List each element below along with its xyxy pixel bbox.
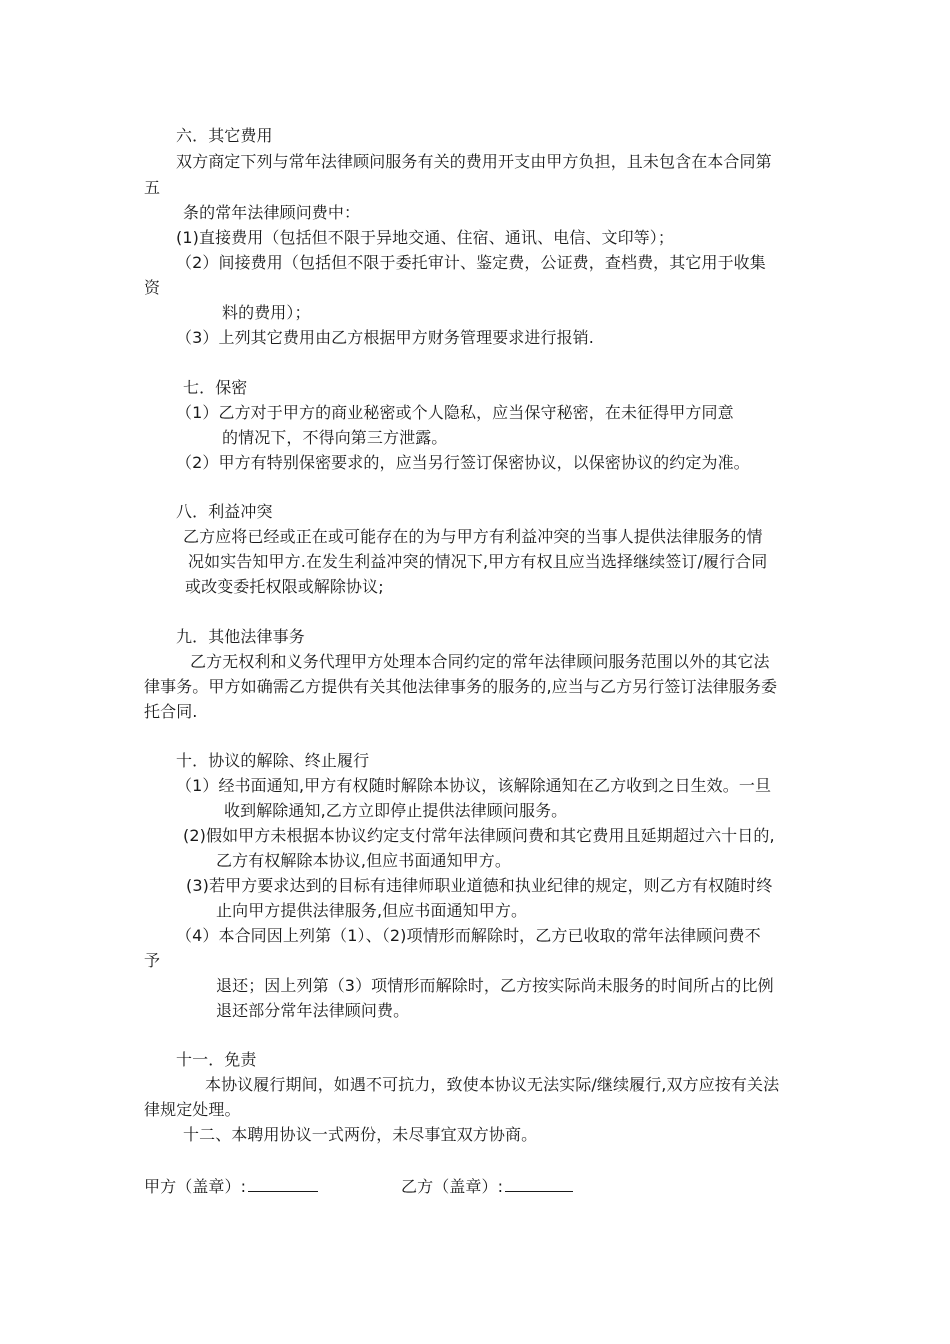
party-a-signature-line [248, 1175, 318, 1192]
section-10-item-4-line-4: 退还部分常年法律顾问费。 [216, 1001, 410, 1020]
party-b-signature [401, 1175, 573, 1197]
section-10-item-4-line-2: 予 [144, 951, 161, 970]
section-7-item-2: （2）甲方有特别保密要求的，应当另行签订保密协议，以保密协议的约定为准。 [176, 453, 750, 472]
section-6-intro-line-2: 五 [144, 178, 161, 197]
section-6-intro-line-3: 条的常年法律顾问费中： [183, 203, 361, 222]
section-12-text: 十二、本聘用协议一式两份，未尽事宜双方协商。 [183, 1125, 538, 1144]
section-10-item-3-line-1: (3)若甲方要求达到的目标有违律师职业道德和执业纪律的规定，则乙方有权随时终 [186, 876, 773, 895]
section-6-item-3: （3）上列其它费用由乙方根据甲方财务管理要求进行报销. [176, 328, 594, 347]
section-8-line-2: 况如实告知甲方.在发生利益冲突的情况下,甲方有权且应当选择继续签订/履行合同 [188, 552, 768, 571]
section-10-item-2-line-1: (2)假如甲方未根据本协议约定支付常年法律顾问费和其它费用且延期超过六十日的, [183, 826, 775, 845]
section-11-heading: 十一．免责 [176, 1050, 257, 1069]
section-6-item-1: (1)直接费用（包括但不限于异地交通、住宿、通讯、电信、文印等）； [176, 228, 674, 247]
section-6-item-2-line-3: 料的费用）； [222, 303, 311, 322]
section-6-heading: 六．其它费用 [176, 126, 273, 145]
section-8-heading: 八．利益冲突 [176, 502, 273, 521]
section-9-line-2: 律事务。甲方如确需乙方提供有关其他法律事务的服务的,应当与乙方另行签订法律服务委 [144, 677, 778, 696]
section-6-intro-line-1: 双方商定下列与常年法律顾问服务有关的费用开支由甲方负担，且未包含在本合同第 [176, 152, 772, 171]
section-6-item-2-line-1: （2）间接费用（包括但不限于委托审计、鉴定费，公证费，查档费，其它用于收集 [176, 253, 766, 272]
section-10-item-2-line-2: 乙方有权解除本协议,但应书面通知甲方。 [216, 851, 511, 870]
section-10-item-1-line-2: 收到解除通知,乙方立即停止提供法律顾问服务。 [224, 801, 568, 820]
section-8-line-3: 或改变委托权限或解除协议; [185, 577, 384, 596]
section-7-item-1-line-2: 的情况下，不得向第三方泄露。 [222, 428, 448, 447]
section-9-line-1: 乙方无权利和义务代理甲方处理本合同约定的常年法律顾问服务范围以外的其它法 [190, 652, 770, 671]
section-7-heading: 七．保密 [183, 378, 248, 397]
section-9-line-3: 托合同. [144, 702, 198, 721]
party-b-label: 乙方（盖章）: [401, 1177, 504, 1196]
section-7-item-1-line-1: （1）乙方对于甲方的商业秘密或个人隐私，应当保守秘密，在未征得甲方同意 [176, 403, 734, 422]
section-10-item-4-line-1: （4）本合同因上列第（1）、（2)项情形而解除时，乙方已收取的常年法律顾问费不 [176, 926, 761, 945]
section-10-item-3-line-2: 止向甲方提供法律服务,但应书面通知甲方。 [216, 901, 528, 920]
section-6-item-2-line-2: 资 [144, 278, 161, 297]
party-b-signature-line [505, 1175, 573, 1192]
section-11-line-1: 本协议履行期间，如遇不可抗力，致使本协议无法实际/继续履行,双方应按有关法 [205, 1075, 780, 1094]
section-10-item-4-line-3: 退还；因上列第（3）项情形而解除时，乙方按实际尚未服务的时间所占的比例 [216, 976, 774, 995]
section-8-line-1: 乙方应将已经或正在或可能存在的为与甲方有利益冲突的当事人提供法律服务的情 [183, 527, 763, 546]
party-a-label: 甲方（盖章）: [144, 1177, 247, 1196]
section-11-line-2: 律规定处理。 [144, 1100, 241, 1119]
section-9-heading: 九．其他法律事务 [176, 627, 305, 646]
section-10-heading: 十．协议的解除、终止履行 [176, 751, 370, 770]
party-a-signature [144, 1175, 318, 1197]
section-10-item-1-line-1: （1）经书面通知,甲方有权随时解除本协议，该解除通知在乙方收到之日生效。一旦 [176, 776, 772, 795]
